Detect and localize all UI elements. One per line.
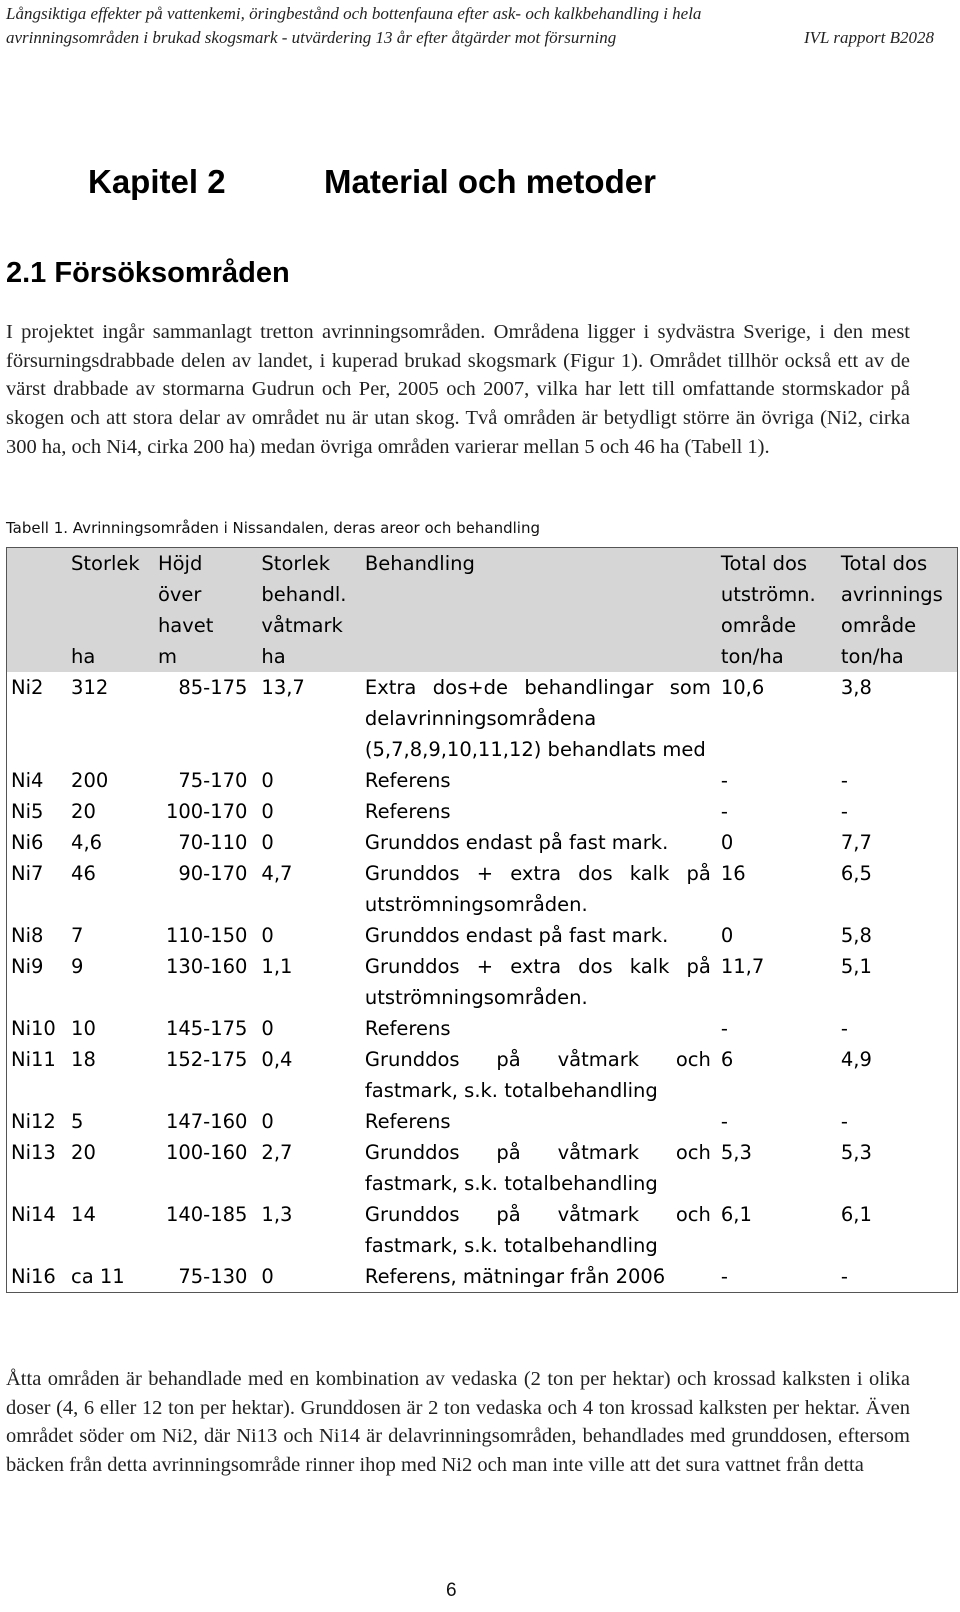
header-text: behandl. [261, 583, 347, 606]
cell-id: Ni13 [11, 1141, 56, 1164]
header-text: Total dos [720, 552, 808, 575]
table-caption: Tabell 1. Avrinningsområden i Nissandalen, deras areor och behandling [6, 519, 541, 537]
cell-altitude: 145-175 [165, 1017, 248, 1040]
cell-dose-catchment: - [840, 1017, 848, 1040]
cell-size: 9 [71, 955, 84, 978]
header-text: havet [157, 614, 214, 637]
cell-dose-catchment: - [840, 769, 848, 792]
header-text: ton/ha [720, 645, 784, 668]
cell-dose-discharge: - [720, 1265, 728, 1288]
cell-size: ca 11 [71, 1265, 125, 1288]
cell-dose-discharge: 0 [720, 831, 734, 854]
cell-dose-discharge: - [720, 769, 728, 792]
chapter-label: Kapitel 2 [88, 163, 226, 200]
cell-altitude: 85-175 [178, 676, 248, 699]
cell-treatment: Grunddos på våtmark och fastmark, s.k. totalbehandling [364, 1141, 711, 1195]
cell-wetland: 0,4 [261, 1048, 293, 1071]
cell-dose-catchment: 5,1 [840, 955, 872, 978]
cell-wetland: 13,7 [261, 676, 305, 699]
cell-dose-catchment: 6,1 [840, 1203, 872, 1226]
header-cell-treatment [361, 548, 717, 673]
header-line-2: avrinningsområden i brukad skogsmark - utvärdering 13 år efter åtgärder mot försurning [6, 28, 617, 47]
header-text: m [157, 645, 177, 668]
cell-treatment: Grunddos + extra dos kalk på utströmningsområden. [364, 955, 711, 1009]
cell-wetland: 0 [261, 769, 274, 792]
cell-dose-discharge: 11,7 [720, 955, 765, 978]
cell-altitude: 140-185 [165, 1203, 248, 1226]
cell-dose-discharge: 10,6 [720, 676, 765, 699]
table-body [7, 672, 958, 1293]
cell-treatment: Extra dos+de behandlingar som delavrinningsområdena (5,7,8,9,10,11,12) behandlats med [364, 676, 711, 761]
cell-treatment: Referens [364, 1110, 451, 1133]
cell-treatment: Grunddos endast på fast mark. [364, 924, 669, 947]
table-row [7, 1199, 958, 1261]
cell-dose-catchment: 5,3 [840, 1141, 872, 1164]
cell-wetland: 1,3 [261, 1203, 293, 1226]
cell-wetland: 1,1 [261, 955, 293, 978]
cell-altitude: 152-175 [165, 1048, 248, 1071]
header-text: över [157, 583, 202, 606]
cell-dose-discharge: - [720, 800, 728, 823]
cell-id: Ni14 [11, 1203, 56, 1226]
cell-dose-discharge: 6 [720, 1048, 734, 1071]
report-number: IVL rapport B2028 [803, 28, 934, 47]
table-row [7, 672, 958, 765]
cell-size: 14 [71, 1203, 96, 1226]
header-text [71, 579, 154, 610]
cell-treatment: Grunddos + extra dos kalk på utströmningsområden. [364, 862, 711, 916]
cell-treatment: Referens [364, 1017, 451, 1040]
cell-dose-discharge: - [720, 1110, 728, 1133]
cell-id: Ni7 [11, 862, 44, 885]
cell-wetland: 4,7 [261, 862, 293, 885]
running-header [6, 2, 954, 50]
header-cell-dose-catchment [837, 548, 958, 673]
cell-size: 7 [71, 924, 84, 947]
cell-altitude: 70-110 [178, 831, 248, 854]
cell-id: Ni2 [11, 676, 44, 699]
cell-id: Ni16 [11, 1265, 56, 1288]
cell-treatment: Referens, mätningar från 2006 [364, 1265, 666, 1288]
header-cell-id [7, 548, 68, 673]
table-row [7, 1106, 958, 1137]
chapter-title: Material och metoder [324, 163, 656, 200]
cell-dose-catchment: 7,7 [840, 831, 872, 854]
cell-dose-catchment: - [840, 1110, 848, 1133]
cell-id: Ni4 [11, 769, 44, 792]
cell-size: 20 [71, 1141, 96, 1164]
cell-wetland: 0 [261, 1017, 274, 1040]
cell-dose-catchment: 5,8 [840, 924, 872, 947]
header-cell-size [67, 548, 154, 673]
cell-treatment: Referens [364, 769, 451, 792]
header-text: utströmn. [720, 583, 816, 606]
table-row [7, 827, 958, 858]
cell-dose-catchment: - [840, 800, 848, 823]
cell-wetland: 0 [261, 1265, 274, 1288]
cell-treatment: Grunddos på våtmark och fastmark, s.k. totalbehandling [364, 1203, 711, 1257]
header-text: ha [71, 645, 96, 668]
cell-id: Ni12 [11, 1110, 56, 1133]
header-text: Höjd [157, 552, 203, 575]
table-header-row [7, 548, 958, 673]
cell-id: Ni8 [11, 924, 44, 947]
table-row [7, 920, 958, 951]
cell-dose-discharge: 16 [720, 862, 746, 885]
cell-altitude: 75-130 [178, 1265, 248, 1288]
cell-treatment: Grunddos på våtmark och fastmark, s.k. totalbehandling [364, 1048, 711, 1102]
table-row [7, 1137, 958, 1199]
header-text: Behandling [364, 552, 475, 575]
cell-size: 200 [71, 769, 109, 792]
cell-altitude: 75-170 [178, 769, 248, 792]
cell-dose-discharge: 0 [720, 924, 734, 947]
cell-size: 46 [71, 862, 96, 885]
header-line-1: Långsiktiga effekter på vattenkemi, öringbestånd och bottenfauna efter ask- och kalkbehandling i hela [6, 4, 702, 23]
table-row [7, 765, 958, 796]
header-cell-altitude [154, 548, 257, 673]
cell-dose-discharge: - [720, 1017, 728, 1040]
header-text: ton/ha [840, 645, 904, 668]
cell-size: 20 [71, 800, 96, 823]
cell-dose-catchment: 4,9 [840, 1048, 872, 1071]
cell-wetland: 2,7 [261, 1141, 293, 1164]
cell-altitude: 110-150 [165, 924, 248, 947]
cell-size: 4,6 [71, 831, 103, 854]
cell-size: 10 [71, 1017, 96, 1040]
header-text [71, 610, 154, 641]
cell-id: Ni11 [11, 1048, 56, 1071]
section-heading: 2.1 Försöksområden [6, 257, 290, 289]
header-text: område [720, 614, 797, 637]
cell-wetland: 0 [261, 1110, 274, 1133]
cell-treatment: Referens [364, 800, 451, 823]
cell-id: Ni6 [11, 831, 44, 854]
cell-dose-catchment: 3,8 [840, 676, 872, 699]
cell-altitude: 90-170 [178, 862, 248, 885]
cell-dose-discharge: 5,3 [720, 1141, 752, 1164]
cell-dose-catchment: - [840, 1265, 848, 1288]
cell-size: 312 [71, 676, 109, 699]
table-row [7, 1261, 958, 1293]
header-text: Total dos [840, 552, 928, 575]
cell-wetland: 0 [261, 800, 274, 823]
cell-altitude: 100-170 [165, 800, 248, 823]
cell-treatment: Grunddos endast på fast mark. [364, 831, 669, 854]
header-text: område [840, 614, 917, 637]
cell-altitude: 130-160 [165, 955, 248, 978]
page-number: 6 [446, 1580, 457, 1601]
table-row [7, 1044, 958, 1106]
cell-id: Ni10 [11, 1017, 56, 1040]
intro-paragraph: I projektet ingår sammanlagt tretton avrinningsområden. Områdena ligger i sydvästra Sverige, i den mest försurningsdrabbade delen av landet, i kuperad brukad skogsmark (Figur 1). Området tillhör också ett av de värst drabbade av stormarna Gudrun och Per, 2005 och 2007, vilka har lett till omfattande stormskador på skogen och att stora delar av området nu är utan skog. Två områden är betydligt större än övriga (Ni2, cirka 300 ha, och Ni4, cirka 200 ha) medan övriga områden varierar mellan 5 och 46 ha (Tabell 1). [6, 321, 910, 458]
table-row [7, 858, 958, 920]
header-cell-dose-discharge [717, 548, 837, 673]
header-cell-wetland [257, 548, 360, 673]
cell-altitude: 147-160 [165, 1110, 248, 1133]
header-text: Storlek [71, 552, 140, 575]
table-row [7, 951, 958, 1013]
cell-size: 18 [71, 1048, 96, 1071]
cell-id: Ni5 [11, 800, 44, 823]
table-row [7, 1013, 958, 1044]
cell-size: 5 [71, 1110, 84, 1133]
catchment-table [6, 547, 958, 1293]
header-text: ha [261, 645, 286, 668]
cell-altitude: 100-160 [165, 1141, 248, 1164]
method-paragraph: Åtta områden är behandlade med en kombination av vedaska (2 ton per hektar) och krossad kalksten i olika doser (4, 6 eller 12 ton per hektar). Grunddosen är 2 ton vedaska och 4 ton krossad kalksten per hektar. Även området söder om Ni2, där Ni13 och Ni14 är delavrinningsområden, behandlades med grunddosen, eftersom bäcken från detta avrinningsområde rinner ihop med Ni2 och man inte ville att det sura vattnet från detta [6, 1368, 910, 1477]
cell-dose-discharge: 6,1 [720, 1203, 752, 1226]
header-text: våtmark [261, 614, 343, 637]
cell-wetland: 0 [261, 924, 274, 947]
header-text: Storlek [261, 552, 331, 575]
cell-id: Ni9 [11, 955, 44, 978]
cell-dose-catchment: 6,5 [840, 862, 872, 885]
cell-wetland: 0 [261, 831, 274, 854]
header-text: avrinnings [840, 583, 943, 606]
table-row [7, 796, 958, 827]
